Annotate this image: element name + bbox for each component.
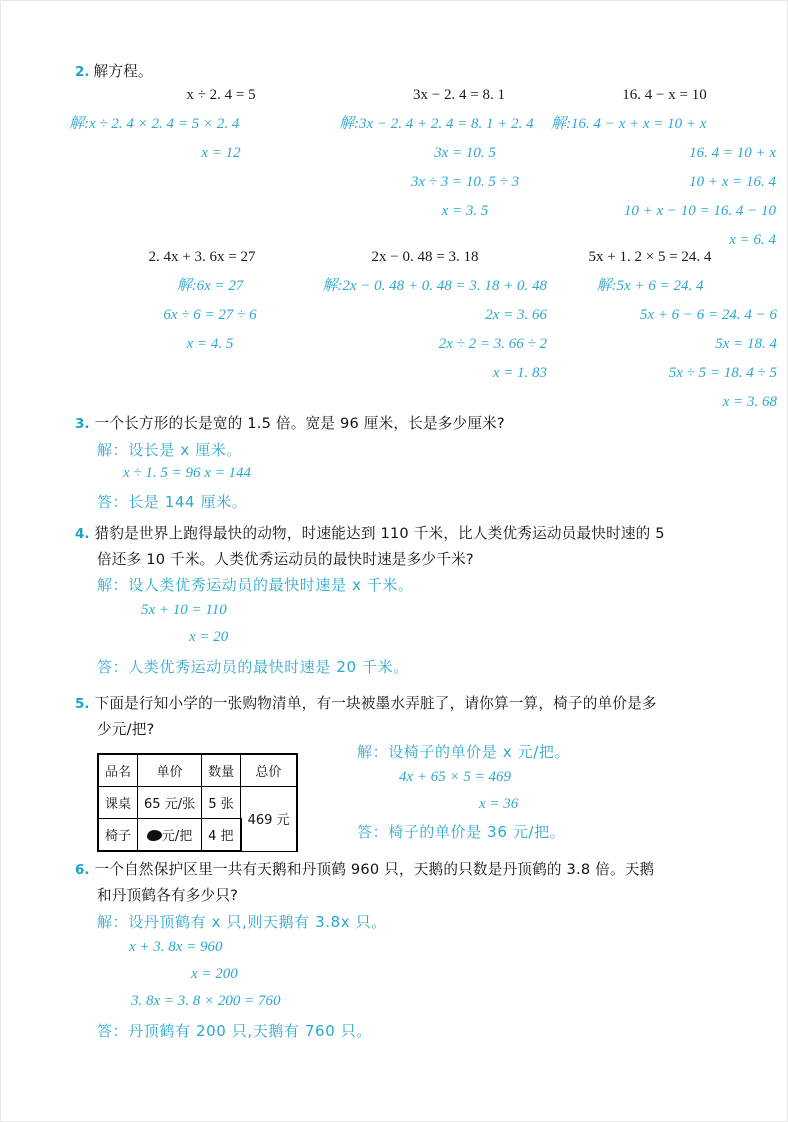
problem-6-stem-line2: 和丹顶鹤各有多少只? [97,887,239,904]
column-header-total: 总价 [241,754,297,787]
solution-step: 10 + x = 16. 4 [689,174,776,190]
problem-6-work-1: x + 3. 8x = 960 [129,939,223,955]
problem-6-work-3: 3. 8x = 3. 8 × 200 = 760 [131,993,281,1009]
cell-total-price: 469 元 [241,787,297,852]
solution-setup: 设人类优秀运动员的最快时速是 x 千米。 [128,576,414,594]
solution-step: 2x = 3. 66 [485,307,547,323]
problem-4-stem-line2: 倍还多 10 千米。人类优秀运动员的最快时速是多少千米? [97,551,474,568]
solution-step: 5x = 18. 4 [715,336,777,352]
answer-text: 人类优秀运动员的最快时速是 20 千米。 [128,658,409,676]
solution-step: 6x ÷ 6 = 27 ÷ 6 [163,307,257,323]
cell-unit-price: 65 元/张 [138,787,202,819]
table-header-row [98,754,297,787]
solution-step: x = 4. 5 [186,336,234,352]
problem-3-stem: 一个长方形的长是宽的 1.5 倍。宽是 96 厘米，长是多少厘米? [94,415,505,432]
problem-2-stem: 解方程。 [93,63,153,80]
problem-5-stem-line2: 少元/把? [97,721,155,738]
solution-step: 解:16. 4 − x + x = 10 + x [551,116,707,132]
problem-6-answer-line [97,1020,372,1041]
solution-step: 3x = 10. 5 [434,145,496,161]
problem-5-number: 5. [75,696,90,712]
answer-label: 答： [97,658,129,676]
solution-step: 5x + 6 − 6 = 24. 4 − 6 [639,307,777,323]
problem-5-answer-line [357,821,565,842]
problem-2-item-3 [551,81,776,255]
equation-printed: 2. 4x + 3. 6x = 27 [148,249,256,265]
solution-step: 10 + x − 10 = 16. 4 − 10 [623,203,776,219]
answer-text: 丹顶鹤有 200 只,天鹅有 760 只。 [128,1022,372,1040]
solution-step: x = 6. 4 [729,232,776,248]
problem-4-header [75,521,665,546]
problem-2-item-2 [341,81,577,226]
problem-5-stem-line1: 下面是行知小学的一张购物清单，有一块被墨水弄脏了，请你算一算，椅子的单价是多 [94,695,657,712]
answer-text: 长是 144 厘米。 [128,493,248,511]
problem-6-header [75,857,654,882]
cell-unit-price-text: 元/把 [161,829,193,844]
cell-item-name: 课桌 [98,787,138,819]
solution-setup: 设椅子的单价是 x 元/把。 [388,743,571,761]
solution-step: 解:3x − 2. 4 + 2. 4 = 8. 1 + 2. 4 [339,116,534,132]
solution-label: 解： [97,913,129,931]
problem-5-work-2: x = 36 [479,796,519,812]
answer-text: 椅子的单价是 36 元/把。 [388,823,566,841]
solution-label: 解： [357,743,389,761]
solution-setup: 设丹顶鹤有 x 只,则天鹅有 3.8x 只。 [128,913,387,931]
problem-5-work-1: 4x + 65 × 5 = 469 [399,769,512,785]
problem-6-number: 6. [75,862,90,878]
problem-4-answer-line [97,656,409,677]
problem-3-work: x ÷ 1. 5 = 96 x = 144 [123,465,252,481]
solution-step: 解:2x − 0. 48 + 0. 48 = 3. 18 + 0. 48 [322,278,547,294]
equation-printed: 16. 4 − x = 10 [622,87,707,103]
problem-2-number: 2. [75,64,90,80]
problem-3-solution-line [97,439,242,460]
problem-3-header [75,411,505,436]
problem-4-stem-line1: 猎豹是世界上跑得最快的动物，时速能达到 110 千米，比人类优秀运动员最快时速的 5 [94,525,665,542]
solution-step: 5x ÷ 5 = 18. 4 ÷ 5 [668,365,777,381]
solution-step: x = 1. 83 [492,365,547,381]
problem-3-answer-line [97,491,247,512]
solution-step: x = 12 [201,145,241,161]
solution-step: 解:6x = 27 [176,278,244,294]
solution-step: 2x ÷ 2 = 3. 66 ÷ 2 [438,336,547,352]
solution-step: x = 3. 5 [441,203,489,219]
cell-item-name: 椅子 [98,819,138,852]
answer-label: 答： [357,823,389,841]
equation-printed: 2x − 0. 48 = 3. 18 [371,249,479,265]
cell-quantity: 4 把 [202,819,241,852]
answer-label: 答： [97,1022,129,1040]
cell-unit-price-blotted [138,819,202,852]
problem-6-work-2: x = 200 [191,966,238,982]
solution-setup: 设长是 x 厘米。 [128,441,243,459]
solution-step: 解:x ÷ 2. 4 × 2. 4 = 5 × 2. 4 [69,116,240,132]
column-header-item: 品名 [98,754,138,787]
column-header-unit-price: 单价 [138,754,202,787]
problem-3-number: 3. [75,416,90,432]
problem-6-stem-line1: 一个自然保护区里一共有天鹅和丹顶鹤 960 只，天鹅的只数是丹顶鹤的 3.8 倍。天鹅 [94,861,655,878]
solution-label: 解： [97,576,129,594]
cell-quantity: 5 张 [202,787,241,819]
equation-printed: x ÷ 2. 4 = 5 [186,87,256,103]
solution-label: 解： [97,441,129,459]
solution-step: x = 3. 68 [722,394,777,410]
problem-4-solution-line [97,574,414,595]
solution-step: 16. 4 = 10 + x [689,145,776,161]
problem-2-item-6 [529,243,777,417]
solution-step: 解:5x + 6 = 24. 4 [596,278,704,294]
problem-2-item-1 [69,81,345,168]
column-header-quantity: 数量 [202,754,241,787]
problem-2-item-5 [285,243,547,388]
problem-6-solution-line [97,911,387,932]
answer-label: 答： [97,493,129,511]
equation-printed: 3x − 2. 4 = 8. 1 [413,87,505,103]
problem-5-header [75,691,657,716]
equation-printed: 5x + 1. 2 × 5 = 24. 4 [588,249,712,265]
shopping-list-table [97,753,298,852]
problem-4-number: 4. [75,526,90,542]
table-row [98,787,297,819]
problem-5-solution-line [357,741,570,762]
problem-4-work-2: x = 20 [189,629,229,645]
problem-4-work-1: 5x + 10 = 110 [141,602,227,618]
ink-blot-icon [147,830,162,841]
solution-step: 3x ÷ 3 = 10. 5 ÷ 3 [410,174,520,190]
